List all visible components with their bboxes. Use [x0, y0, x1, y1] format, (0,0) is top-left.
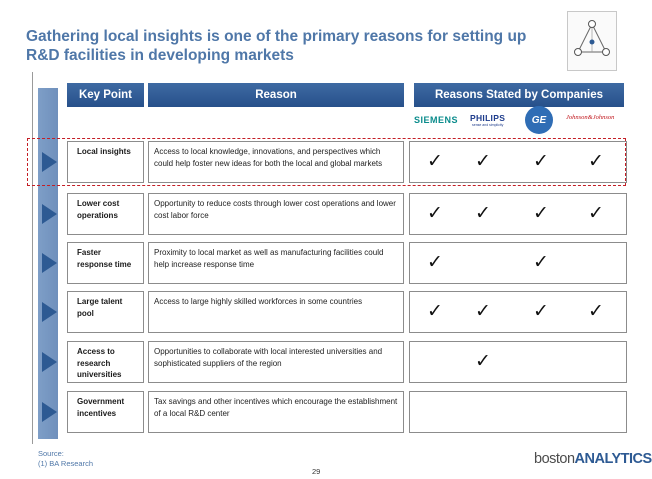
- source-item: (1) BA Research: [38, 459, 94, 468]
- check-icon: ✓: [588, 300, 604, 322]
- companies-check-cell: [409, 391, 627, 433]
- slide-title: Gathering local insights is one of the primary reasons for setting up R&D facilities in developing markets: [26, 28, 527, 64]
- network-triangle-icon: [568, 12, 616, 70]
- highlight-box: [27, 138, 626, 186]
- row-arrow-icon: [42, 352, 57, 372]
- reason-cell: Tax savings and other incentives which encourage the establishment of a local R&D center: [148, 391, 404, 433]
- brand-part1: boston: [534, 451, 575, 467]
- check-icon: ✓: [427, 150, 443, 172]
- check-icon: ✓: [588, 202, 604, 224]
- check-icon: ✓: [588, 150, 604, 172]
- header-key-point: Key Point: [67, 83, 144, 107]
- page-number: 29: [312, 467, 321, 476]
- reason-cell: Opportunity to reduce costs through lower cost operations and lower cost labor force: [148, 193, 404, 235]
- check-icon: ✓: [533, 202, 549, 224]
- siemens-logo: SIEMENS: [414, 115, 459, 125]
- companies-check-cell: [409, 341, 627, 383]
- reason-cell: Access to local knowledge, innovations, and perspectives which could help foster new ideas for both the local and global markets: [148, 141, 404, 183]
- brand-part2: ANALYTICS: [574, 451, 652, 467]
- check-icon: ✓: [533, 150, 549, 172]
- row-arrow-icon: [42, 253, 57, 273]
- check-icon: ✓: [533, 300, 549, 322]
- check-icon: ✓: [475, 202, 491, 224]
- reason-cell: Proximity to local market as well as manufacturing facilities could help increase response time: [148, 242, 404, 284]
- header-reason: Reason: [148, 83, 404, 107]
- jnj-logo: Johnson&Johnson: [566, 114, 615, 121]
- company-logos: [414, 112, 624, 126]
- philips-logo: PHILIPS: [470, 113, 506, 123]
- key-point-cell: Access to research universities: [67, 341, 144, 383]
- triangle-logo: [567, 11, 617, 71]
- key-point-cell: Lower cost operations: [67, 193, 144, 235]
- row-arrow-icon: [42, 302, 57, 322]
- row-arrow-icon: [42, 402, 57, 422]
- check-icon: ✓: [427, 202, 443, 224]
- brand-logo: [534, 451, 652, 467]
- source-label: Source:: [38, 449, 64, 458]
- check-icon: ✓: [475, 300, 491, 322]
- key-point-cell: Local insights: [67, 141, 144, 183]
- header-companies: Reasons Stated by Companies: [414, 83, 624, 107]
- reason-cell: Access to large highly skilled workforces in some countries: [148, 291, 404, 333]
- divider-line: [32, 72, 33, 444]
- key-point-cell: Government incentives: [67, 391, 144, 433]
- source-note: [38, 449, 93, 469]
- row-arrow-icon: [42, 204, 57, 224]
- check-icon: ✓: [427, 251, 443, 273]
- check-icon: ✓: [475, 350, 491, 372]
- reason-cell: Opportunities to collaborate with local interested universities and sophisticated suppliers of the region: [148, 341, 404, 383]
- check-icon: ✓: [427, 300, 443, 322]
- philips-tagline: sense and simplicity: [472, 123, 504, 127]
- key-point-cell: Large talent pool: [67, 291, 144, 333]
- check-icon: ✓: [533, 251, 549, 273]
- key-point-cell: Faster response time: [67, 242, 144, 284]
- ge-logo: GE: [525, 106, 553, 134]
- check-icon: ✓: [475, 150, 491, 172]
